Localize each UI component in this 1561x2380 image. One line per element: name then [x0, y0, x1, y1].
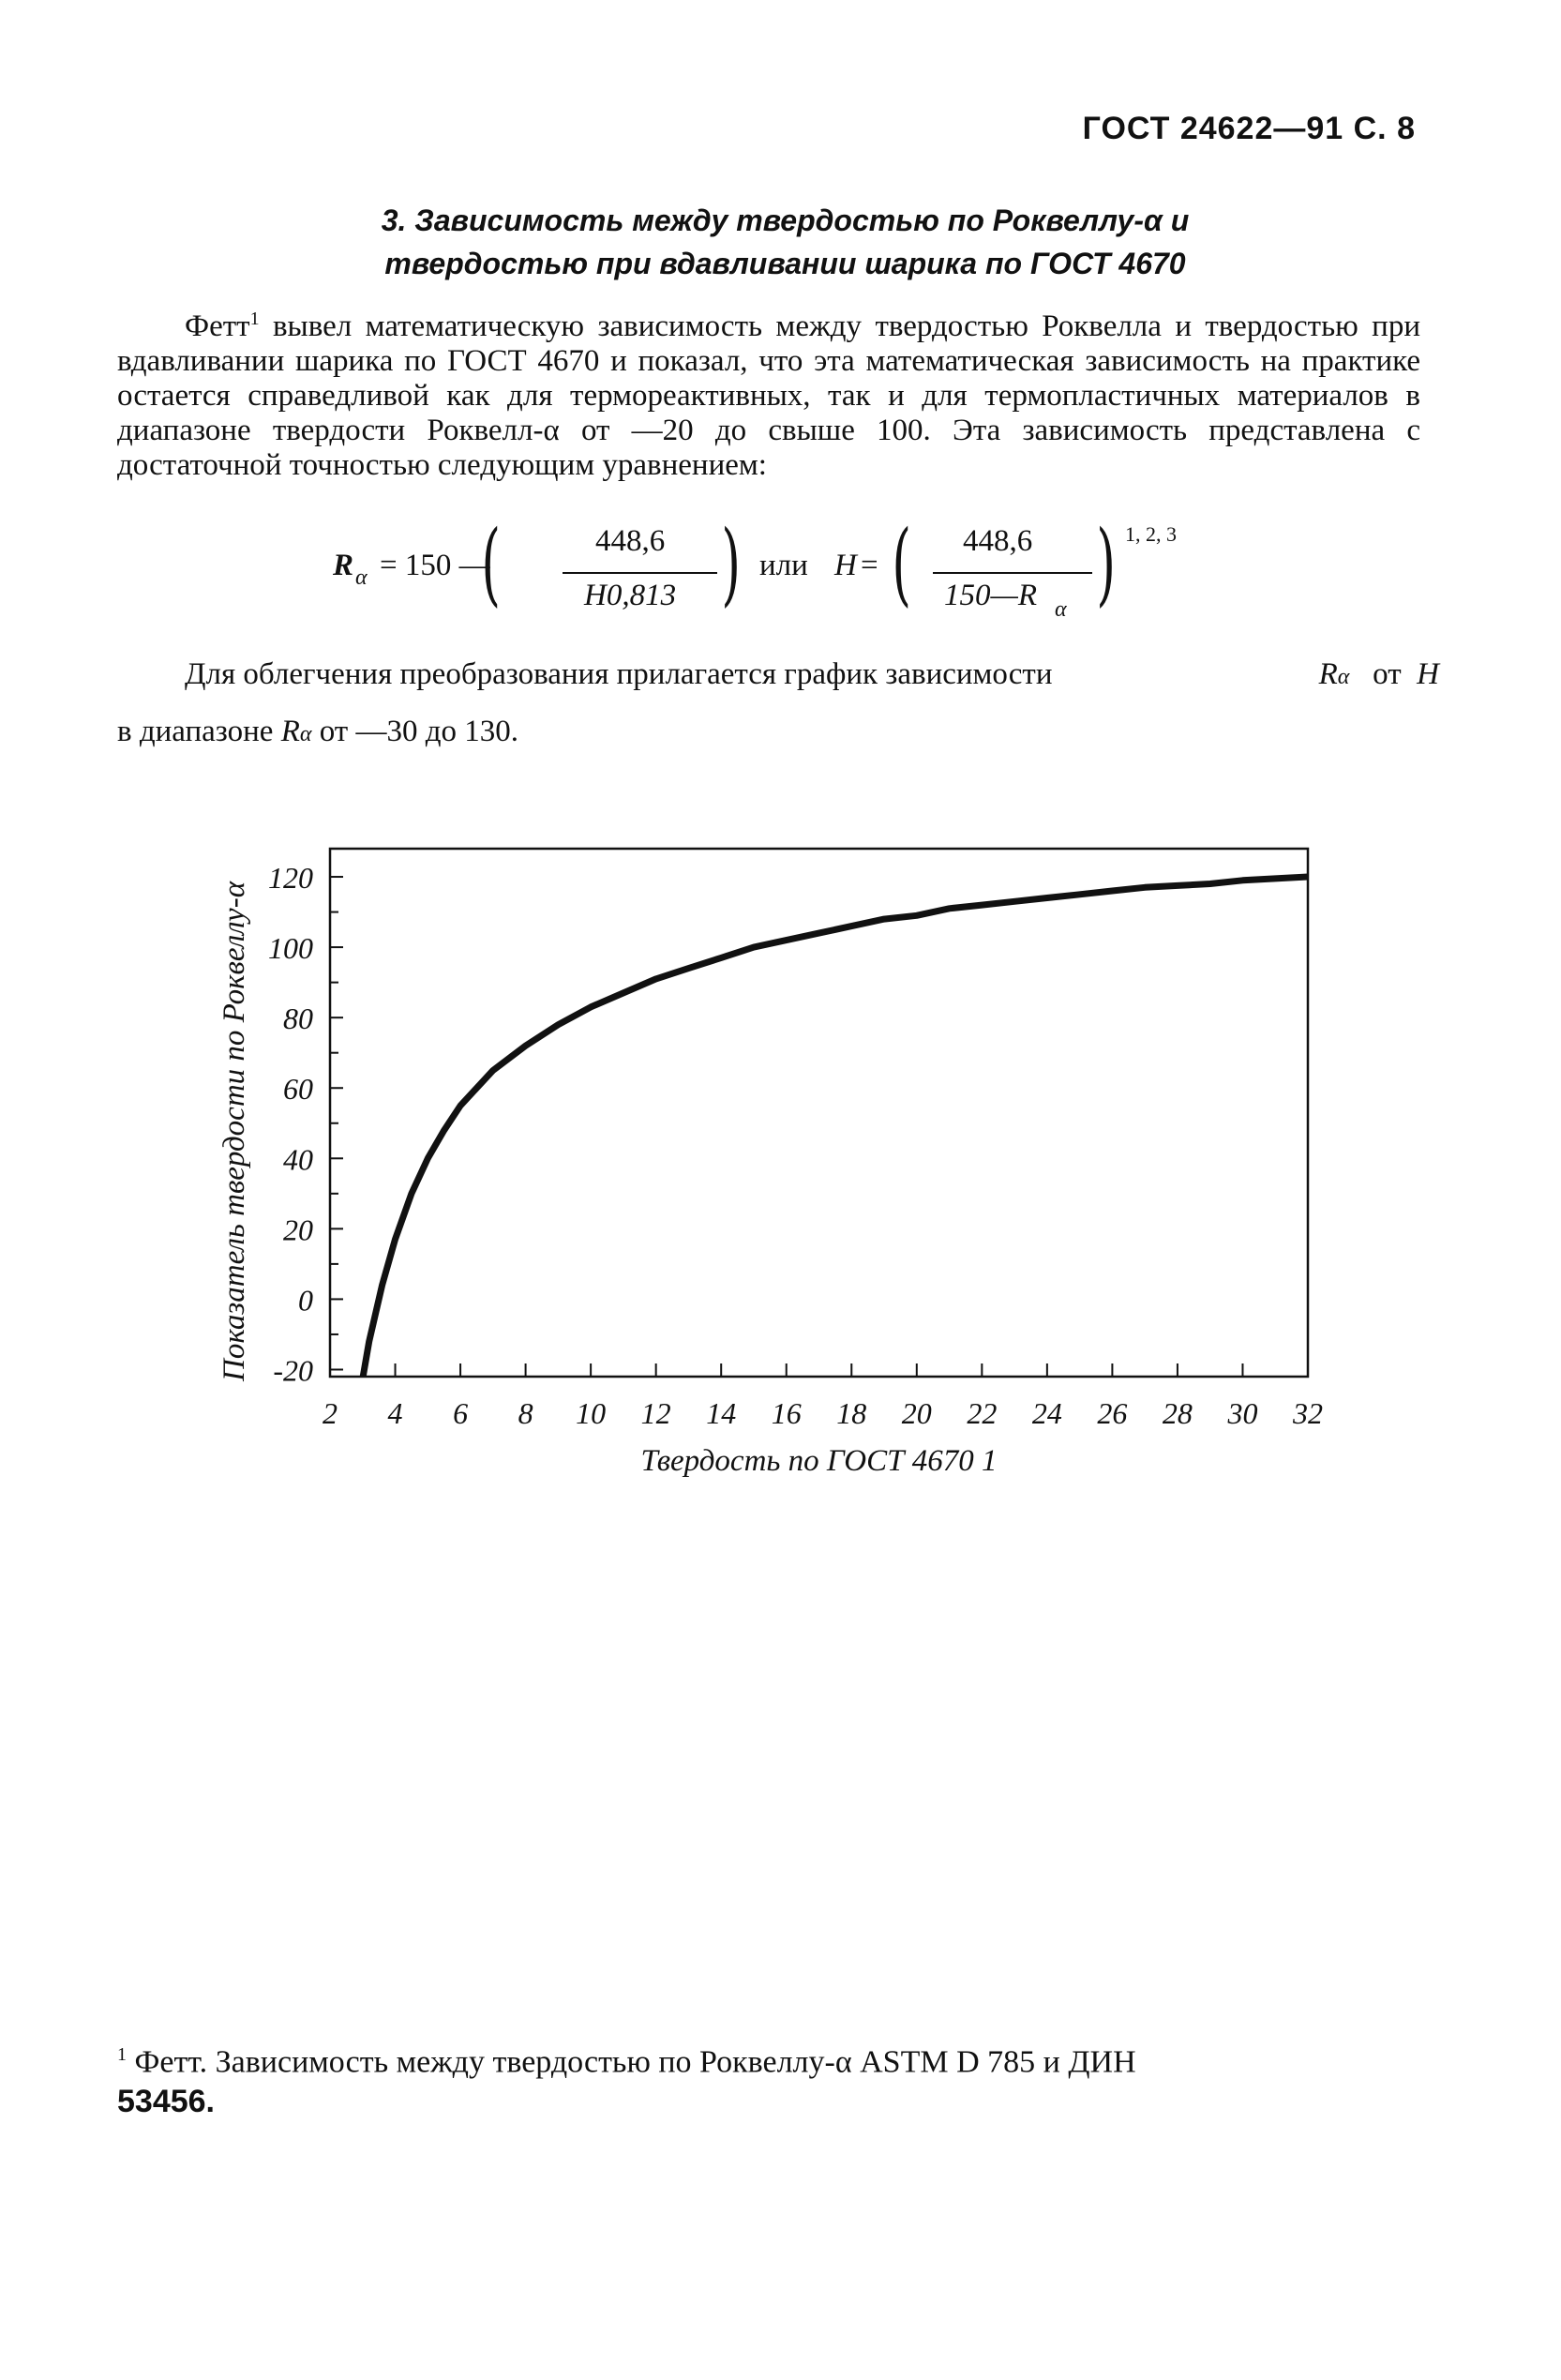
- x-axis-label: Твердость по ГОСТ 4670 1: [640, 1444, 998, 1478]
- formula-or: или: [759, 549, 808, 582]
- plot-frame: [330, 849, 1308, 1377]
- note-line1-sub: α: [1337, 665, 1350, 689]
- footnote-ref: 1: [117, 2044, 127, 2065]
- formula: [333, 511, 1270, 633]
- formula-eq1: = 150 —: [380, 549, 490, 582]
- page-header: ГОСТ 24622—91 С. 8: [1082, 111, 1416, 146]
- section-title-line2: твердостью при вдавливании шарика по ГОСТ 4670: [384, 247, 1186, 280]
- paren-open-1: (: [481, 511, 502, 616]
- footnote-line1: [117, 2035, 1439, 2082]
- note-line1-text: Для облегчения преобразования прилагается график зависимости: [185, 657, 1053, 691]
- formula-num2: 448,6: [963, 524, 1033, 558]
- note-line1-from: от: [1373, 657, 1402, 691]
- paren-close-2: ): [1096, 511, 1117, 616]
- footnote: [117, 2035, 1439, 2121]
- intro-author: Фетт: [185, 309, 250, 343]
- formula-lhs-sub: α: [355, 565, 368, 590]
- intro-paragraph: [117, 302, 1420, 483]
- y-tick-label-20: 20: [283, 1213, 313, 1247]
- x-tick-label-32: 32: [1293, 1396, 1323, 1430]
- x-tick-label-4: 4: [387, 1396, 403, 1430]
- x-tick-label-14: 14: [706, 1396, 737, 1430]
- note-paragraph: [117, 647, 1439, 761]
- formula-lhs: R: [333, 549, 354, 582]
- formula-den2: 150—R: [944, 579, 1037, 612]
- paren-open-2: (: [892, 511, 912, 616]
- formula-lhs2: H: [834, 549, 857, 582]
- y-tick-label-100: 100: [268, 931, 313, 966]
- section-title: [0, 199, 1561, 285]
- note-line1: [117, 647, 1439, 704]
- formula-eq2: =: [861, 549, 878, 582]
- series-line-0: [359, 877, 1308, 1398]
- paren-close-1: ): [721, 511, 742, 616]
- x-tick-label-16: 16: [771, 1396, 802, 1430]
- footnote-text: Фетт. Зависимость между твердостью по Роквеллу-α ASTM D 785 и ДИН: [127, 2044, 1136, 2080]
- note-line2: [117, 704, 1439, 761]
- x-tick-label-2: 2: [323, 1396, 338, 1430]
- y-tick-label-120: 120: [268, 861, 313, 896]
- x-tick-label-8: 8: [518, 1396, 533, 1430]
- note-line1-var: R: [1318, 657, 1338, 691]
- y-tick-label-60: 60: [283, 1072, 313, 1107]
- x-tick-label-26: 26: [1097, 1396, 1128, 1430]
- formula-num1: 448,6: [595, 524, 666, 558]
- footnote-line2: 53456.: [117, 2084, 215, 2120]
- x-tick-label-10: 10: [576, 1396, 607, 1430]
- x-tick-label-24: 24: [1031, 1396, 1062, 1430]
- fraction-bar-1: [563, 572, 717, 574]
- x-tick-label-6: 6: [453, 1396, 469, 1430]
- section-title-line1: 3. Зависимость между твердостью по Роквеллу-α и: [381, 203, 1190, 237]
- note-line2-sub: α: [299, 722, 312, 746]
- y-tick-label-40: 40: [283, 1142, 313, 1177]
- x-tick-label-12: 12: [640, 1396, 671, 1430]
- x-tick-label-28: 28: [1162, 1396, 1193, 1430]
- note-line2-var: R: [280, 715, 300, 748]
- note-line2-pre: в диапазоне: [117, 715, 274, 748]
- y-tick-label-0: 0: [298, 1283, 313, 1318]
- intro-text: вывел математическую зависимость между твердостью Роквелла и твердостью при вдавливании шарика по ГОСТ 4670 и показал, что эта математическая зависимость на практике остается справедливой как для термореактивных, так и для термопластичных материалов в диапазоне твердости Роквелл-α от —20 до свыше 100. Эта зависимость представлена с достаточной точностью следующим уравнением:: [117, 309, 1420, 482]
- x-tick-label-30: 30: [1227, 1396, 1258, 1430]
- y-tick-label--20: -20: [273, 1353, 313, 1388]
- chart-svg: [206, 797, 1331, 1482]
- formula-den1: H0,813: [584, 579, 677, 612]
- y-axis-label: Показатель твердости по Роквеллу-α: [218, 881, 251, 1382]
- note-line2-post: от —30 до 130.: [319, 715, 519, 748]
- chart: [206, 797, 1331, 1482]
- formula-den2-sub: α: [1055, 597, 1067, 622]
- formula-sup: 1, 2, 3: [1125, 522, 1177, 546]
- intro-footnote-ref: 1: [249, 309, 260, 329]
- x-tick-label-20: 20: [901, 1396, 932, 1430]
- x-tick-label-18: 18: [836, 1396, 867, 1430]
- x-tick-label-22: 22: [967, 1396, 998, 1430]
- note-line1-var-group: [1252, 647, 1439, 704]
- note-line1-var2: H: [1417, 657, 1439, 691]
- y-tick-label-80: 80: [283, 1002, 313, 1036]
- fraction-bar-2: [933, 572, 1092, 574]
